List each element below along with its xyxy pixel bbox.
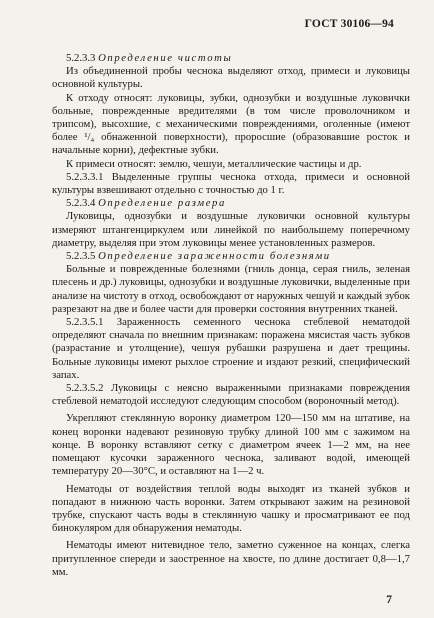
paragraph: Больные и поврежденные болезнями (гниль донца, серая гниль, зеленая плесень и др.) луковицы, однозубки и воздушные луковички, выделенные при анализе на чистоту в отход, освобождают от наружных чешуй и каждый зубок разрезают на две и более части для проверки состояния внутренних тканей. — [52, 263, 410, 315]
section-title: Определение размера — [98, 197, 226, 210]
standard-number: ГОСТ 30106—94 — [304, 18, 394, 30]
paragraph: 5.2.3.3.1 Выделенные группы чеснока отхода, примеси и основной культуры взвешивают отдельно с точностью до 1 г. — [52, 170, 410, 197]
paragraph: Укрепляют стеклянную воронку диаметром 120—150 мм на штативе, на конец воронки надевают резиновую трубку длиной 100 мм с зажимом на конце. В воронку вставляют сетку с диаметром ячеек 1—2 мм, на нее помещают кусочки зараженного чеснока, заливают водой, имеющей температуру 20—30°С, и оставляют на 1—2 ч. — [52, 412, 410, 478]
paragraph: Из объединенной пробы чеснока выделяют отход, примеси и луковицы основной культуры. — [52, 65, 410, 91]
section-heading — [52, 250, 410, 263]
section-heading — [52, 52, 410, 65]
paragraph: Нематоды от воздействия теплой воды выходят из тканей зубков и попадают в нижнюю часть воронки. Затем открывают зажим на резиновой трубке, спускают часть воды в стеклянную чашку и просматривают ее под бинокуляром для обнаружения нематоды. — [52, 482, 410, 535]
section-number: 5.2.3.3 — [66, 52, 96, 64]
paragraph: 5.2.3.5.1 Зараженность семенного чеснока стеблевой нематодой определяют сначала по внешним признакам: поражена мясистая часть зубков (разрастание и утолщение), чешуя рубашки разрушена и дает трещины. Больные луковицы имеют рыхлое строение и издают резкий, специфический запах. — [52, 316, 410, 381]
section-heading — [52, 197, 410, 210]
paragraph: Луковицы, однозубки и воздушные луковички основной культуры измеряют штангенциркулем или линейкой по наибольшему поперечному диаметру, выделяя при этом луковицы менее установленных размеров. — [52, 210, 410, 249]
document-body — [52, 52, 410, 579]
section-title: Определение зараженности болезнями — [98, 250, 331, 263]
section-title: Определение чистоты — [98, 52, 233, 64]
section-number: 5.2.3.5 — [66, 250, 96, 263]
paragraph: Нематоды имеют нитевидное тело, заметно суженное на концах, слегка притупленное спереди и заостренное на хвосте, по длине достигает 0,8—1,7 мм. — [52, 539, 410, 578]
page-number: 7 — [386, 594, 392, 606]
section-number: 5.2.3.4 — [66, 197, 96, 210]
paragraph: 5.2.3.5.2 Луковицы с неясно выраженными признаками повреждения стеблевой нематодой исследуют следующим способом (вороночный метод). — [52, 382, 410, 408]
paragraph: К отходу относят: луковицы, зубки, однозубки и воздушные луковички больные, поврежденные вредителями (в том числе проволочником и трипсом), высохшие, с механическими повреждениями, оголенные (имеют более ¹/₄ обнаженной поверхности), проросшие (образовавшие росток и начальные корни), дефектные зубки. — [52, 91, 410, 157]
paragraph: К примеси относят: землю, чешуи, металлические частицы и др. — [66, 157, 362, 170]
